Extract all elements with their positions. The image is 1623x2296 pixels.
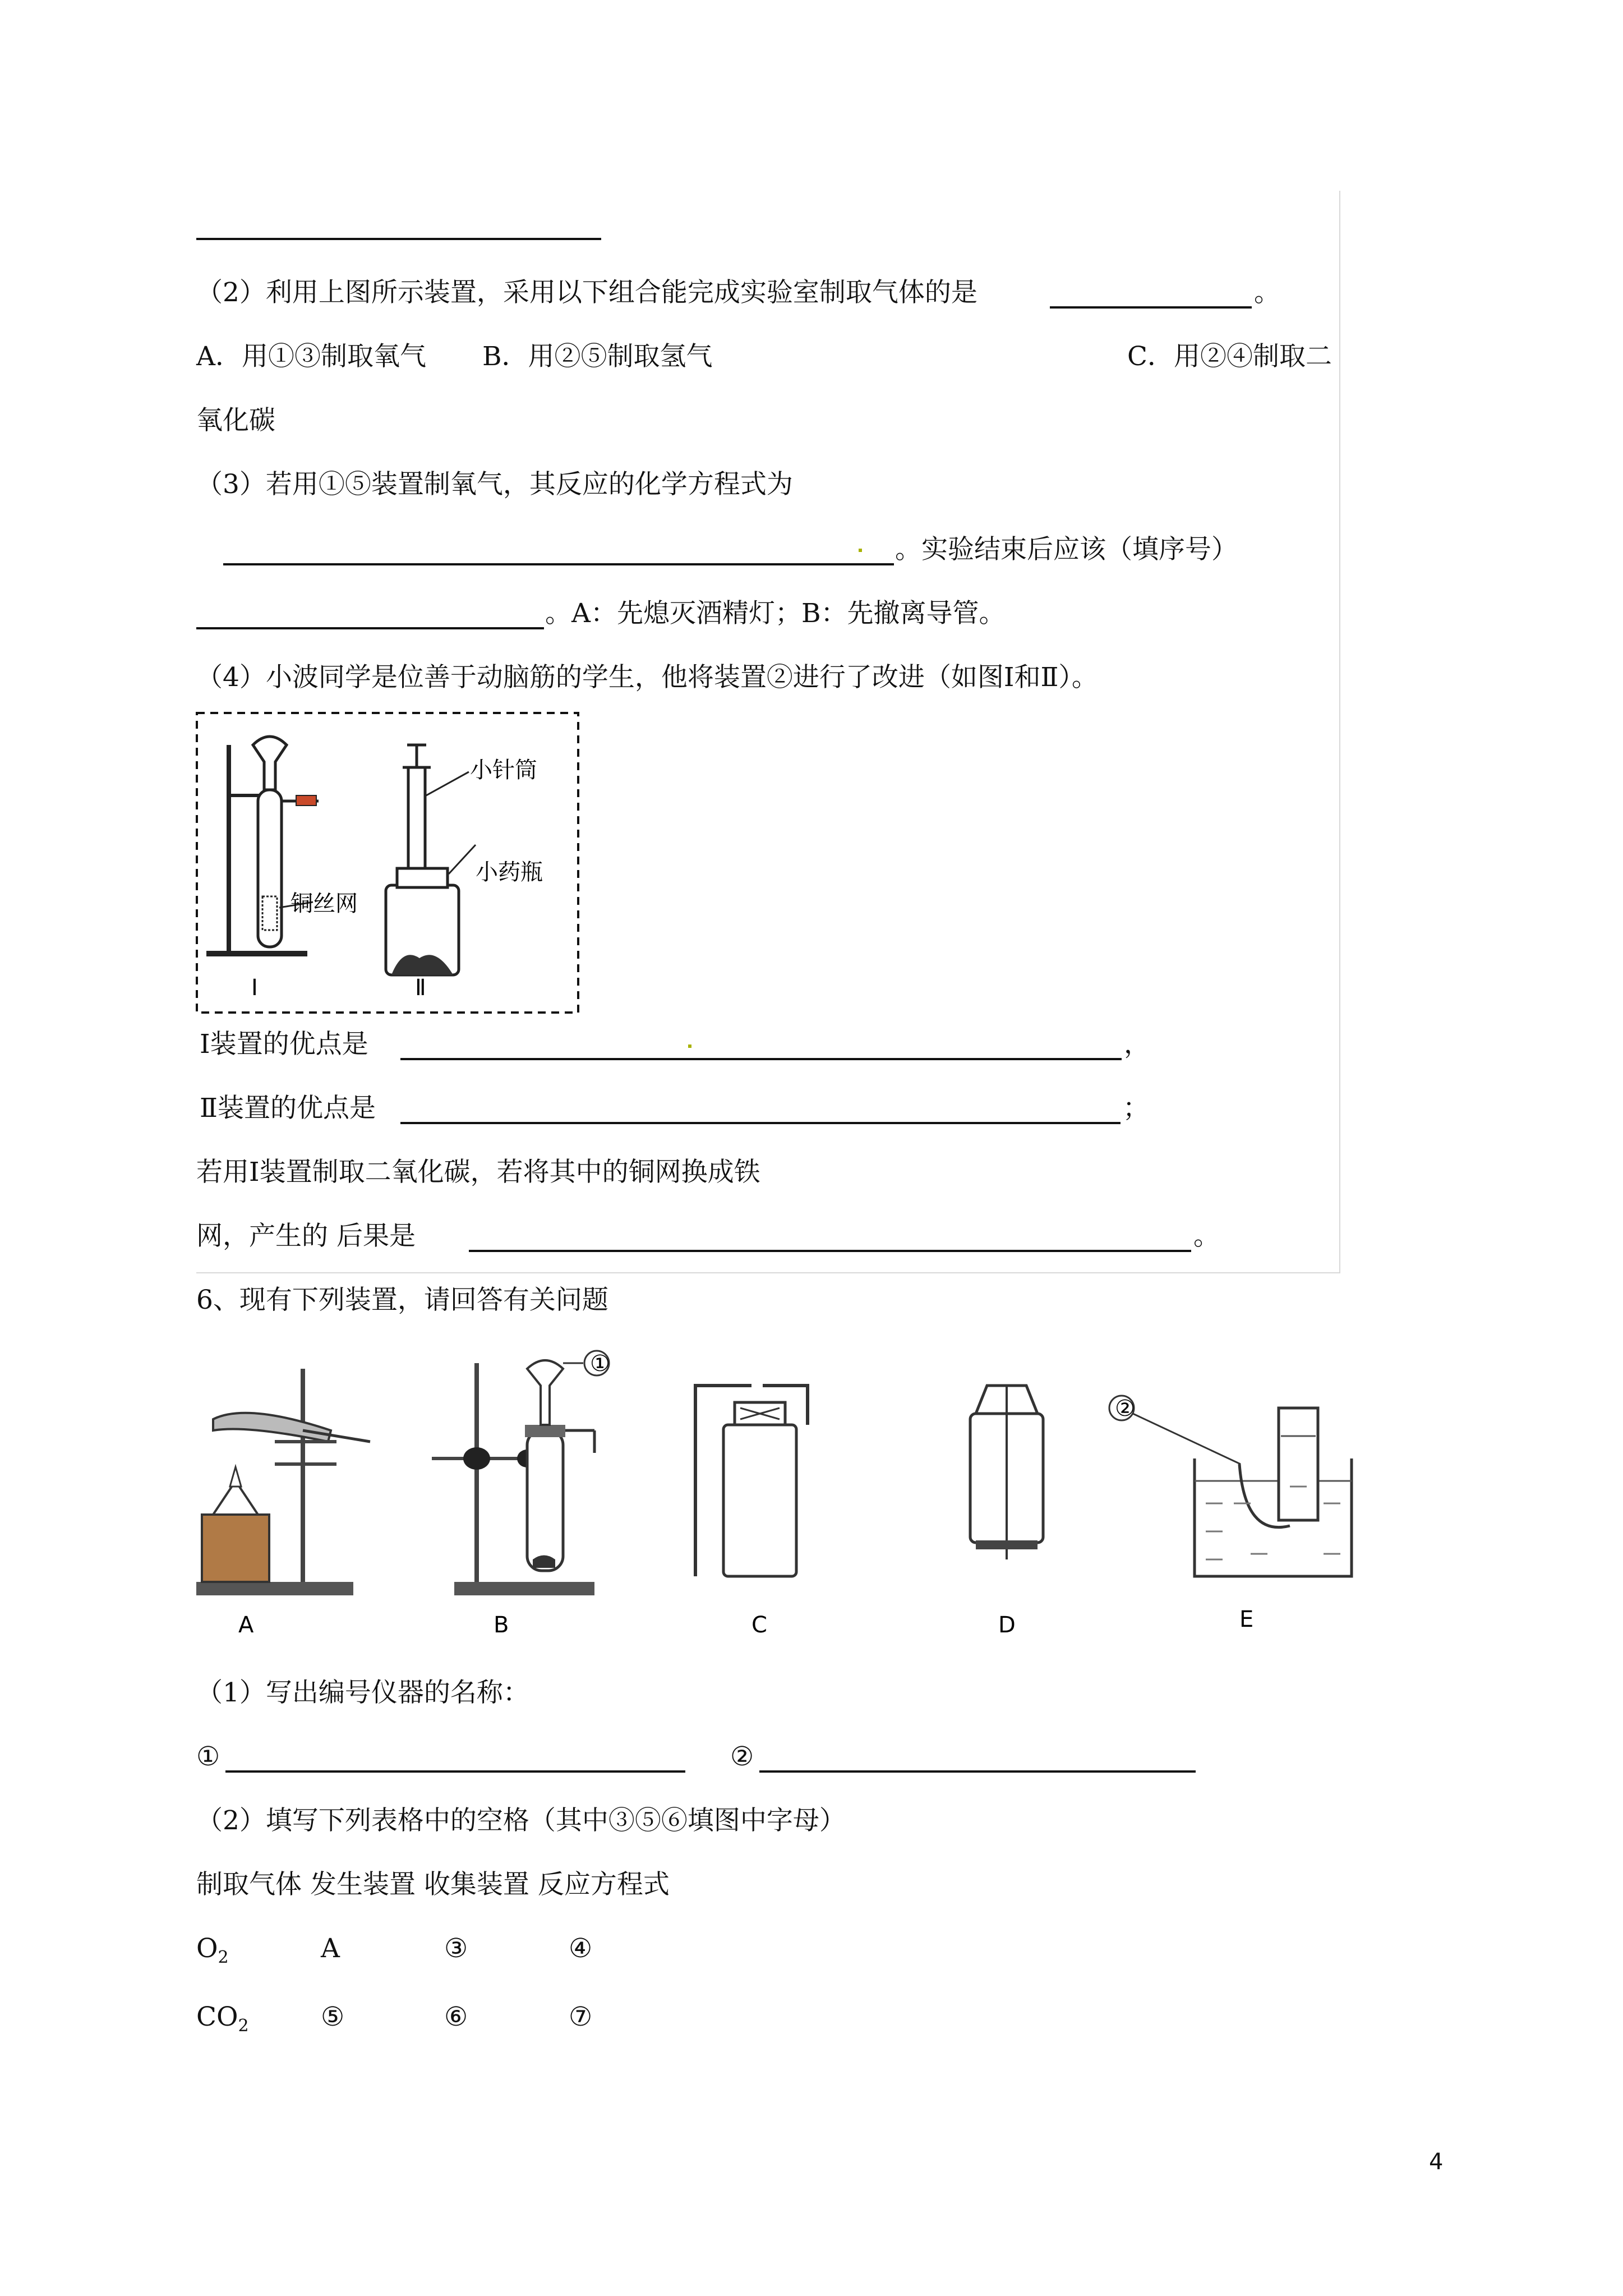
label-a: A [238, 1612, 254, 1638]
instrument2-blank[interactable] [759, 1770, 1196, 1773]
o2-collect-blank: ③ [444, 1933, 468, 1964]
co2-question-cont: 网，产生的 后果是 [196, 1221, 416, 1251]
subscript: 2 [238, 2016, 249, 2036]
device2-advantage-label: Ⅱ装置的优点是 [200, 1093, 376, 1124]
table-row-o2 [196, 1933, 229, 1973]
option-a: A．用①③制取氧气 [196, 341, 426, 372]
figure-improved-devices [195, 711, 580, 1014]
option-c-continued: 氧化碳 [196, 405, 275, 436]
speck [688, 1045, 691, 1048]
co2-consequence-blank[interactable] [469, 1250, 1191, 1252]
syringe-label: 小针筒 [470, 757, 537, 783]
co2-collect-blank: ⑥ [444, 2001, 468, 2032]
table-header: 制取气体 发生装置 收集装置 反应方程式 [196, 1869, 670, 1900]
device2-advantage-end: ； [1123, 1093, 1149, 1124]
option-b: B．用②⑤制取氢气 [482, 341, 713, 372]
q5-part4-text: （4）小波同学是位善于动脑筋的学生，他将装置②进行了改进（如图Ⅰ和Ⅱ）。 [196, 662, 1098, 693]
vial-label: 小药瓶 [476, 859, 543, 885]
figure-lab-apparatus [191, 1346, 1363, 1638]
answer-blank-top[interactable] [196, 238, 601, 240]
speck [859, 549, 862, 552]
fig1-label: Ⅰ [251, 975, 258, 1001]
q5-part3-end: 。A：先熄灭酒精灯；B：先撤离导管。 [545, 598, 1006, 629]
co2-equation-blank: ⑦ [569, 2001, 593, 2032]
q5-part3-mid: 。实验结束后应该（填序号） [895, 534, 1238, 565]
q5-part2-prompt: （2）利用上图所示装置，采用以下组合能完成实验室制取气体的是 [196, 277, 978, 308]
q5-part2-text [196, 277, 978, 309]
q5-equation-blank[interactable] [223, 563, 894, 565]
o2-equation-blank: ④ [569, 1933, 593, 1964]
blank2-label: ② [730, 1741, 754, 1772]
label-d: D [998, 1612, 1016, 1638]
q5-part2-blank[interactable] [1050, 306, 1252, 309]
q5-part2-end: 。 [1254, 277, 1280, 308]
frame-right-line [1339, 191, 1340, 1273]
q6-title: 6、现有下列装置，请回答有关问题 [196, 1285, 608, 1315]
q5-order-blank[interactable] [196, 627, 544, 629]
option-c: C．用②④制取二 [1127, 341, 1332, 372]
q6-part2-text: （2）填写下列表格中的空格（其中③⑤⑥填图中字母） [196, 1805, 846, 1836]
mesh-label: 铜丝网 [291, 891, 358, 917]
fig2-label: Ⅱ [415, 975, 426, 1001]
page-number: 4 [1429, 2149, 1444, 2175]
device2-advantage-blank[interactable] [400, 1122, 1121, 1124]
lab-apparatus-drawing [191, 1346, 1363, 1638]
marker-1: ① [590, 1351, 610, 1377]
device1-advantage-label: Ⅰ装置的优点是 [200, 1029, 368, 1060]
subscript: 2 [218, 1948, 229, 1967]
blank1-label: ① [196, 1741, 220, 1772]
device1-advantage-end: ， [1124, 1029, 1150, 1060]
table-row-co2 [196, 2001, 249, 2042]
marker-2: ② [1115, 1396, 1135, 1421]
improved-devices-drawing [195, 711, 580, 1014]
co2-question-end: 。 [1193, 1221, 1220, 1251]
instrument1-blank[interactable] [225, 1770, 685, 1773]
q5-part3-text: （3）若用①⑤装置制氧气，其反应的化学方程式为 [196, 469, 793, 500]
co2-question: 若用Ⅰ装置制取二氧化碳，若将其中的铜网换成铁 [196, 1157, 760, 1188]
q6-part1-text: （1）写出编号仪器的名称： [196, 1677, 529, 1708]
device1-advantage-blank[interactable] [400, 1058, 1122, 1060]
label-b: B [494, 1612, 509, 1638]
frame-bottom-line [196, 1272, 1340, 1273]
label-c: C [751, 1612, 767, 1638]
co2-device-blank: ⑤ [321, 2001, 345, 2032]
o2-device: A [321, 1933, 340, 1964]
label-e: E [1239, 1607, 1254, 1632]
gas-formula: O [196, 1933, 218, 1964]
gas-formula: CO [196, 2001, 238, 2032]
